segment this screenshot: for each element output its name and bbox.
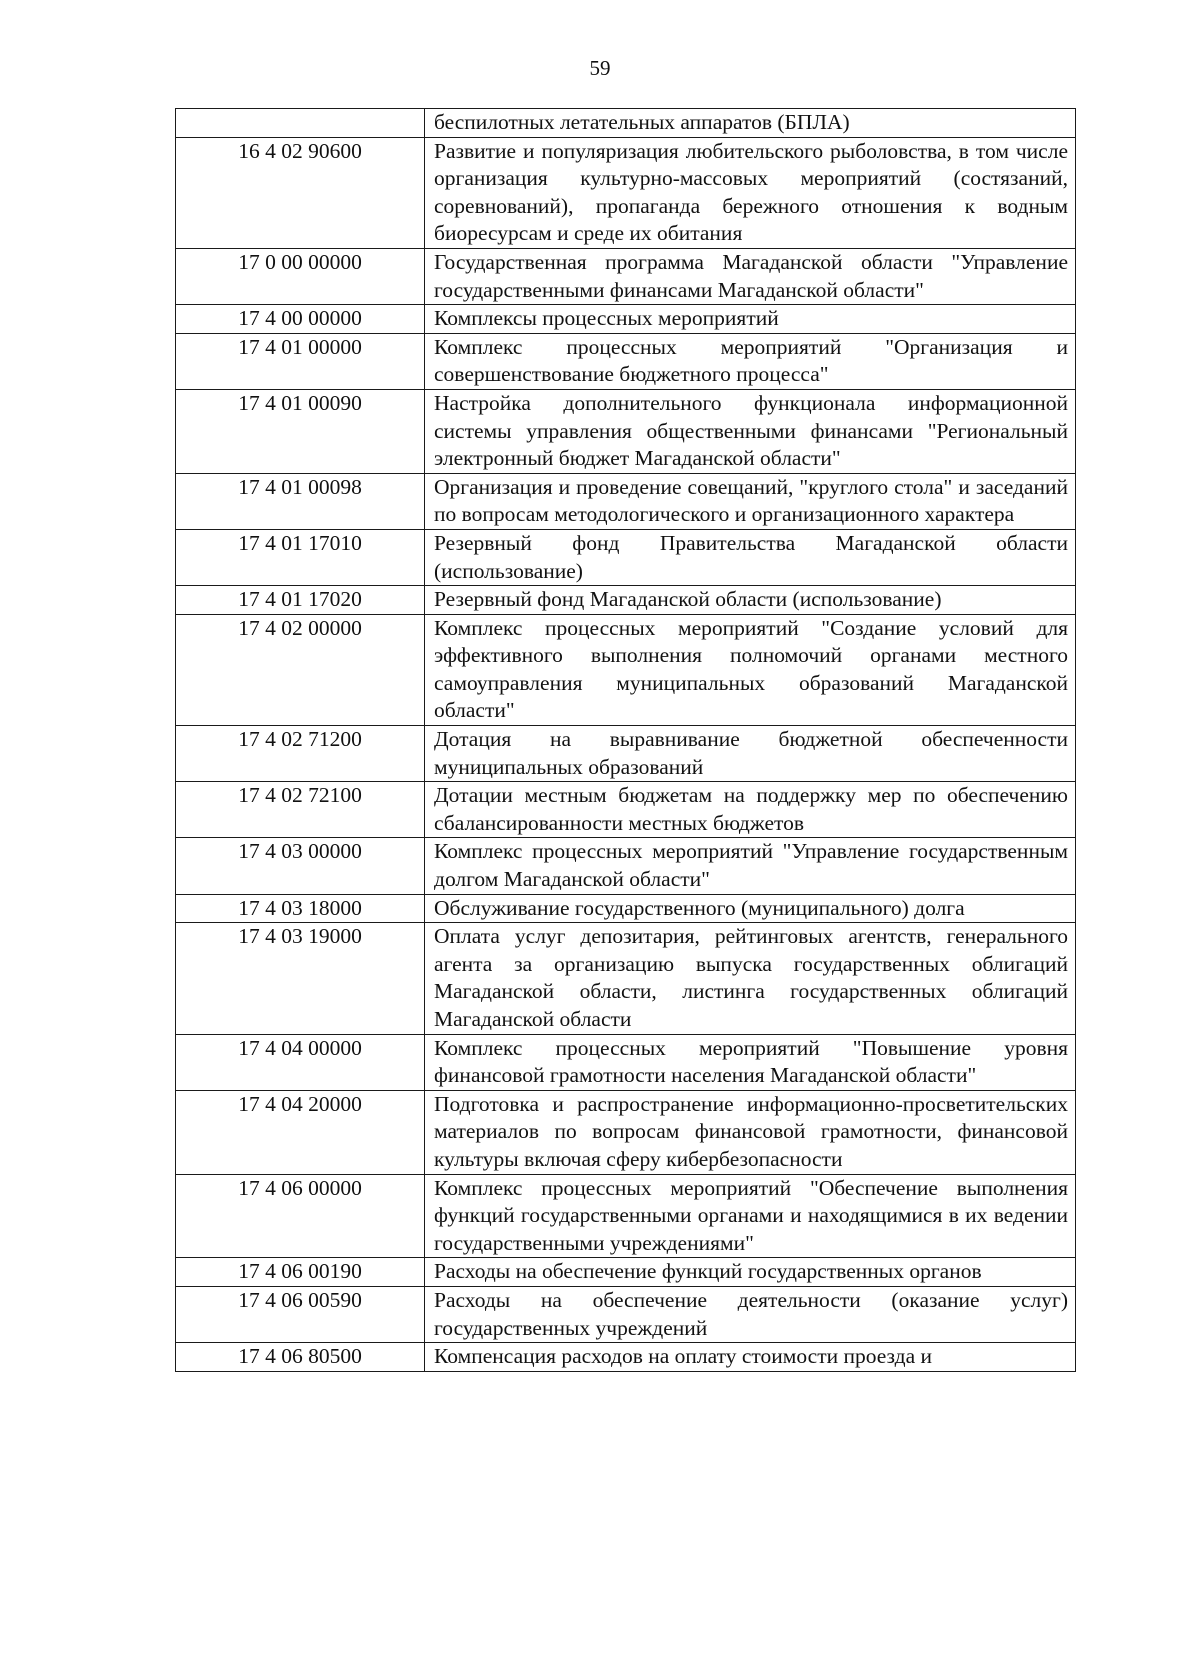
row-description: Расходы на обеспечение функций государственных органов [425, 1258, 1076, 1287]
table-row [176, 1034, 1076, 1090]
row-code: 17 4 02 00000 [176, 614, 425, 725]
table-row [176, 305, 1076, 334]
row-description: Государственная программа Магаданской области "Управление государственными финансами Магаданской области" [425, 248, 1076, 304]
table-row [176, 109, 1076, 138]
table-row [176, 1258, 1076, 1287]
row-description: Комплексы процессных мероприятий [425, 305, 1076, 334]
table-row [176, 333, 1076, 389]
table-row [176, 614, 1076, 725]
budget-classification-table [175, 108, 1076, 1372]
table-row [176, 529, 1076, 585]
table-row [176, 1174, 1076, 1258]
table-row [176, 1343, 1076, 1372]
table-row [176, 726, 1076, 782]
row-description: Комплекс процессных мероприятий "Управление государственным долгом Магаданской области" [425, 838, 1076, 894]
row-description: Комплекс процессных мероприятий "Создание условий для эффективного выполнения полномочий органами местного самоуправления муниципальных образований Магаданской области" [425, 614, 1076, 725]
table-row [176, 137, 1076, 248]
table-row [176, 473, 1076, 529]
row-description: Настройка дополнительного функционала информационной системы управления общественными финансами "Региональный электронный бюджет Магаданской области" [425, 389, 1076, 473]
table-row [176, 894, 1076, 923]
row-code: 17 0 00 00000 [176, 248, 425, 304]
row-code: 17 4 06 00000 [176, 1174, 425, 1258]
row-code: 17 4 00 00000 [176, 305, 425, 334]
table-row [176, 1286, 1076, 1342]
row-description: Подготовка и распространение информационно-просветительских материалов по вопросам финансовой грамотности, финансовой культуры включая сферу кибербезопасности [425, 1090, 1076, 1174]
table-row [176, 586, 1076, 615]
row-code: 17 4 04 20000 [176, 1090, 425, 1174]
page-number: 59 [589, 56, 611, 80]
row-code: 17 4 06 80500 [176, 1343, 425, 1372]
row-description: Комплекс процессных мероприятий "Организация и совершенствование бюджетного процесса" [425, 333, 1076, 389]
table-row [176, 1090, 1076, 1174]
table-body [176, 109, 1076, 1372]
row-description: Дотация на выравнивание бюджетной обеспеченности муниципальных образований [425, 726, 1076, 782]
row-description: Комплекс процессных мероприятий "Повышение уровня финансовой грамотности населения Магаданской области" [425, 1034, 1076, 1090]
row-code: 17 4 02 71200 [176, 726, 425, 782]
row-description: Резервный фонд Магаданской области (использование) [425, 586, 1076, 615]
row-description: беспилотных летательных аппаратов (БПЛА) [425, 109, 1076, 138]
table-row [176, 782, 1076, 838]
row-description: Обслуживание государственного (муниципального) долга [425, 894, 1076, 923]
row-code: 17 4 02 72100 [176, 782, 425, 838]
row-code: 17 4 04 00000 [176, 1034, 425, 1090]
row-description: Организация и проведение совещаний, "круглого стола" и заседаний по вопросам методологического и организационного характера [425, 473, 1076, 529]
row-code: 17 4 01 00000 [176, 333, 425, 389]
row-description: Компенсация расходов на оплату стоимости проезда и [425, 1343, 1076, 1372]
row-code: 17 4 01 17010 [176, 529, 425, 585]
row-description: Комплекс процессных мероприятий "Обеспечение выполнения функций государственными органами и находящимися в их ведении государственными учреждениями" [425, 1174, 1076, 1258]
row-description: Расходы на обеспечение деятельности (оказание услуг) государственных учреждений [425, 1286, 1076, 1342]
row-code: 16 4 02 90600 [176, 137, 425, 248]
row-code: 17 4 06 00190 [176, 1258, 425, 1287]
table-row [176, 923, 1076, 1034]
row-code: 17 4 06 00590 [176, 1286, 425, 1342]
table-row [176, 248, 1076, 304]
row-description: Дотации местным бюджетам на поддержку мер по обеспечению сбалансированности местных бюджетов [425, 782, 1076, 838]
row-description: Развитие и популяризация любительского рыболовства, в том числе организация культурно-массовых мероприятий (состязаний, соревнований), пропаганда бережного отношения к водным биоресурсам и среде их обитания [425, 137, 1076, 248]
row-code: 17 4 01 17020 [176, 586, 425, 615]
row-code: 17 4 03 19000 [176, 923, 425, 1034]
table-row [176, 389, 1076, 473]
row-code: 17 4 03 18000 [176, 894, 425, 923]
row-description: Резервный фонд Правительства Магаданской области (использование) [425, 529, 1076, 585]
table-row [176, 838, 1076, 894]
row-code: 17 4 01 00090 [176, 389, 425, 473]
row-description: Оплата услуг депозитария, рейтинговых агентств, генерального агента за организацию выпуска государственных облигаций Магаданской области, листинга государственных облигаций Магаданской области [425, 923, 1076, 1034]
row-code [176, 109, 425, 138]
row-code: 17 4 03 00000 [176, 838, 425, 894]
row-code: 17 4 01 00098 [176, 473, 425, 529]
